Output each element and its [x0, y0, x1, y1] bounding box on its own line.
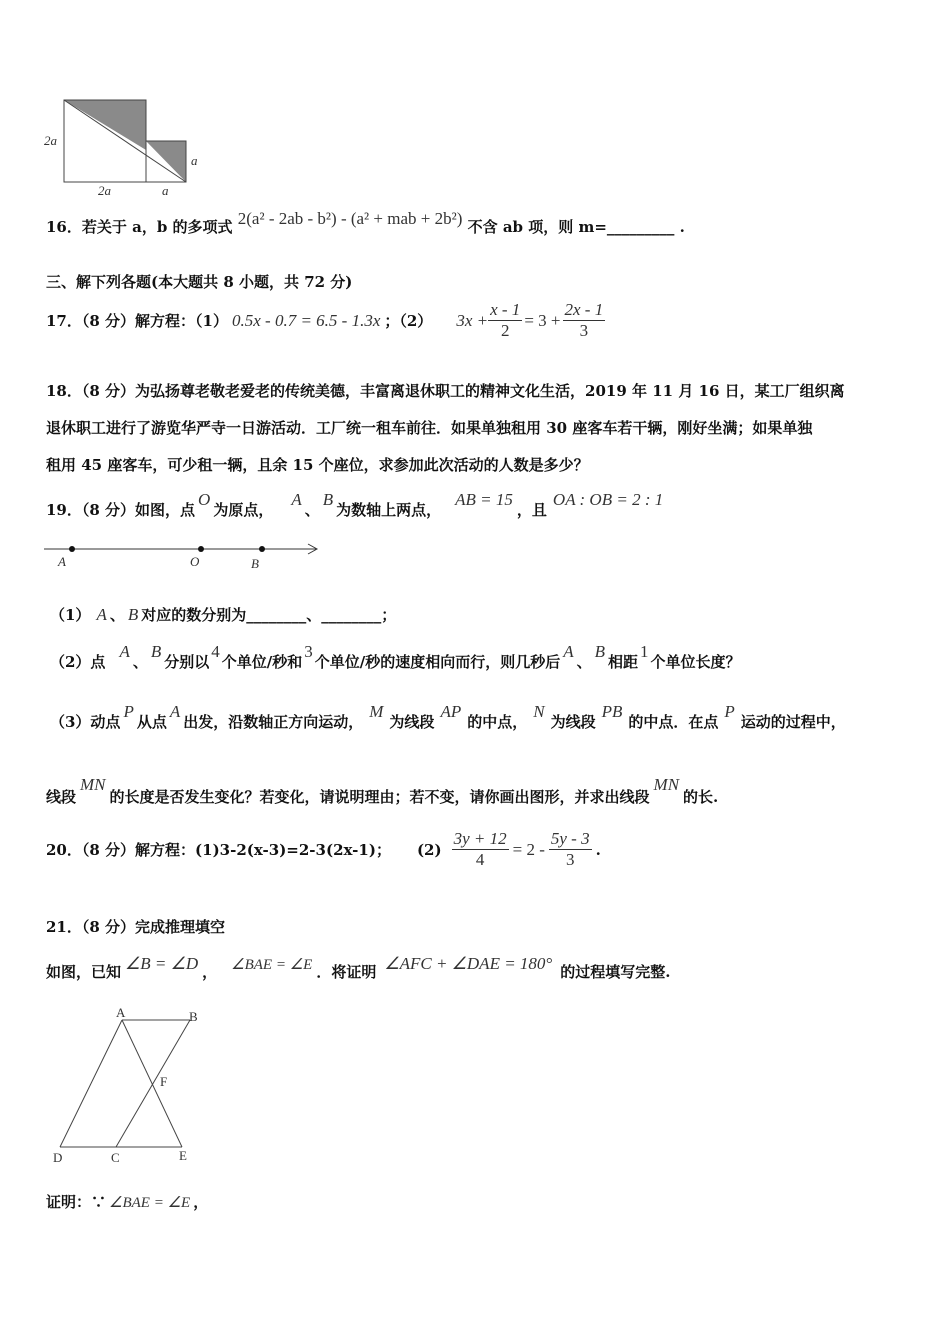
fig-label-c: C	[111, 1150, 120, 1165]
q17-frac1-num: x - 1	[490, 300, 521, 319]
q17-eq2-mid: = 3 +	[524, 310, 561, 330]
q19-p3-text-d: 为线段	[389, 713, 435, 731]
q18-line-3: 租用 45 座客车，可少租一辆，且余 15 个座位，求参加此次活动的人数是多少？	[46, 456, 589, 474]
q17-frac2-num: 2x - 1	[564, 300, 604, 319]
fig-label-a: A	[116, 1005, 126, 1020]
q18-line-1: 18．（8 分）为弘扬尊老敬老爱老的传统美德，丰富离退休职工的精神文化生活，2019 年 11 月 16 日，某工厂组织离	[46, 382, 845, 400]
q19-p3-ap: AP	[440, 702, 462, 721]
q21-proof-text-a: 证明：∵	[46, 1193, 107, 1211]
q17-frac2-den: 3	[563, 320, 606, 341]
q19-text-4: 为数轴上两点，	[336, 501, 442, 519]
q19-p2-distance-1: 1	[640, 642, 649, 661]
q19-p3-text-b: 从点	[136, 713, 167, 731]
q20-frac2-den: 3	[549, 849, 592, 870]
q17-equation-1: 0.5x - 0.7 = 6.5 - 1.3x	[231, 310, 381, 330]
q19-p2-text-d: 个单位/秒的速度相向而行，则几秒后	[314, 653, 561, 671]
question-17	[46, 300, 605, 341]
axis-label-a: A	[58, 554, 66, 569]
q20-fraction-2	[549, 829, 592, 870]
q17-fraction-2	[563, 300, 606, 341]
q19-p3-m: M	[369, 702, 384, 721]
q17-prefix: 17．（8 分）解方程：（1）	[46, 312, 228, 330]
q21-title: 21．（8 分）完成推理填空	[46, 918, 226, 936]
q19-p2-text-b: 分别以	[164, 653, 210, 671]
q21-math-2: ∠BAE = ∠E	[231, 957, 313, 973]
q19-p2-text-c: 个单位/秒和	[221, 653, 303, 671]
q19-part-3-line-2	[46, 775, 719, 807]
q19-p1-text: 对应的数分别为________、________；	[141, 606, 397, 624]
q20-fraction-1	[452, 829, 509, 870]
q20-end: .	[595, 840, 601, 859]
section-3-heading: 三、解下列各题(本大题共 8 小题，共 72 分)	[46, 273, 353, 291]
q20-prefix: 20．（8 分）解方程：(1)3-2(x-3)=2-3(2x-1)；	[46, 841, 391, 859]
fig-label-d: D	[53, 1150, 63, 1165]
q19-p3-a: A	[169, 702, 181, 721]
q17-frac1-den: 2	[488, 320, 522, 341]
q19-p1-sep: 、	[109, 606, 125, 624]
q18-line-2: 退休职工进行了游览华严寺一日游活动．工厂统一租车前往．如果单独租用 30 座客车若干辆，刚好坐满；如果单独	[46, 419, 813, 437]
q21-math-3: ∠AFC + ∠DAE = 180°	[384, 954, 553, 973]
fig-label-b: B	[189, 1009, 198, 1024]
q21-proof-math: ∠BAE = ∠E	[109, 1195, 191, 1211]
q19-p3-mn2: MN	[653, 775, 680, 794]
q19-p3-p: P	[123, 702, 134, 721]
q21-statement	[46, 954, 671, 982]
q21-text-b: ，	[202, 963, 218, 981]
q19-p3-text-c: 出发，沿数轴正方向运动，	[183, 713, 364, 731]
q19-point-o: O	[198, 490, 211, 509]
q19-part-3	[50, 702, 846, 732]
q17-fraction-1	[488, 300, 522, 341]
q17-eq2-lead: 3x +	[456, 310, 489, 330]
q19-p3-text-i: 线段	[46, 788, 77, 806]
q21-text-d: 的过程填写完整.	[560, 963, 671, 981]
q19-part-1	[50, 604, 396, 625]
q19-point-b: B	[322, 490, 334, 509]
q21-text-c: ．将证明	[316, 963, 377, 981]
q19-p2-sep2: 、	[576, 653, 592, 671]
fig1-label-left: 2a	[44, 133, 57, 148]
q16-polynomial: 2(a² - 2ab - b²) - (a² + mab + 2b²)	[237, 209, 463, 228]
q19-p1-b: B	[127, 605, 139, 624]
q19-p3-text-h: 运动的过程中，	[740, 713, 846, 731]
q19-point-a: A	[291, 490, 302, 509]
q19-p2-sep: 、	[132, 653, 148, 671]
rectangle-figure	[40, 95, 210, 200]
q21-math-1: ∠B = ∠D	[125, 954, 199, 973]
q20-frac1-num: 3y + 12	[453, 829, 507, 848]
q19-part-2	[50, 642, 741, 672]
q19-p3-text-g: 的中点．在点	[628, 713, 719, 731]
q19-p2-speed-3: 3	[304, 642, 313, 661]
geometry-figure	[44, 1004, 214, 1169]
q19-p3-text-e: 的中点，	[467, 713, 528, 731]
number-line-point-a	[69, 546, 75, 552]
q20-part-2-label: (2)	[416, 840, 442, 859]
number-line-point-b	[259, 546, 265, 552]
q19-p3-text-j: 的长度是否发生变化？若变化，请说明理由；若不变，请你画出图形，并求出线段	[109, 788, 650, 806]
q19-p1-label: （1）	[50, 606, 91, 624]
q19-p2-speed-4: 4	[211, 642, 220, 661]
q19-p3-p2: P	[724, 702, 735, 721]
fig-label-e: E	[179, 1148, 187, 1163]
q19-p2-b: B	[150, 642, 162, 661]
number-line-point-o	[198, 546, 204, 552]
q17-separator: ；（2）	[384, 312, 433, 330]
q19-ratio-equation: OA : OB = 2 : 1	[552, 490, 664, 509]
question-20	[46, 829, 601, 870]
q20-frac1-den: 4	[452, 849, 509, 870]
q19-p3-n: N	[533, 702, 545, 721]
q19-text-2: 为原点，	[213, 501, 274, 519]
q19-p1-a: A	[96, 605, 107, 624]
q19-p3-text-k: 的长.	[683, 788, 719, 806]
q19-text-1: 19．（8 分）如图，点	[46, 501, 196, 519]
q19-p2-a: A	[119, 642, 130, 661]
q16-prefix: 16．若关于 a，b 的多项式	[46, 218, 233, 236]
fig1-label-right: a	[191, 153, 198, 168]
q19-text-3: 、	[304, 501, 320, 519]
axis-label-o: O	[190, 554, 200, 569]
number-line	[40, 538, 330, 574]
q16-suffix: 不含 ab 项，则 m=_________ .	[467, 218, 685, 236]
q19-p3-text-f: 为线段	[550, 713, 596, 731]
q19-p2-b2: B	[594, 642, 606, 661]
q20-mid: = 2 -	[512, 839, 545, 859]
question-16	[46, 209, 685, 237]
fig-label-f: F	[160, 1074, 168, 1089]
q19-ab-equation: AB = 15	[455, 490, 513, 509]
q20-frac2-num: 5y - 3	[550, 829, 590, 848]
q19-p2-text-f: 个单位长度？	[650, 653, 741, 671]
q19-p2-text-e: 相距	[608, 653, 639, 671]
q21-proof	[46, 1191, 208, 1212]
q19-p3-label: （3）动点	[50, 713, 121, 731]
q19-p2-a2: A	[563, 642, 574, 661]
q21-proof-text-b: ，	[193, 1193, 209, 1211]
q19-p3-pb: PB	[601, 702, 623, 721]
question-19	[46, 490, 663, 530]
fig1-label-bottom-small: a	[162, 183, 169, 198]
fig1-label-bottom-big: 2a	[98, 183, 111, 198]
axis-label-b: B	[251, 556, 259, 571]
q19-p3-mn: MN	[80, 775, 106, 794]
q21-text-a: 如图，已知	[46, 963, 122, 981]
q19-text-5: ，且	[516, 501, 547, 519]
q19-p2-label: （2）点	[50, 653, 106, 671]
